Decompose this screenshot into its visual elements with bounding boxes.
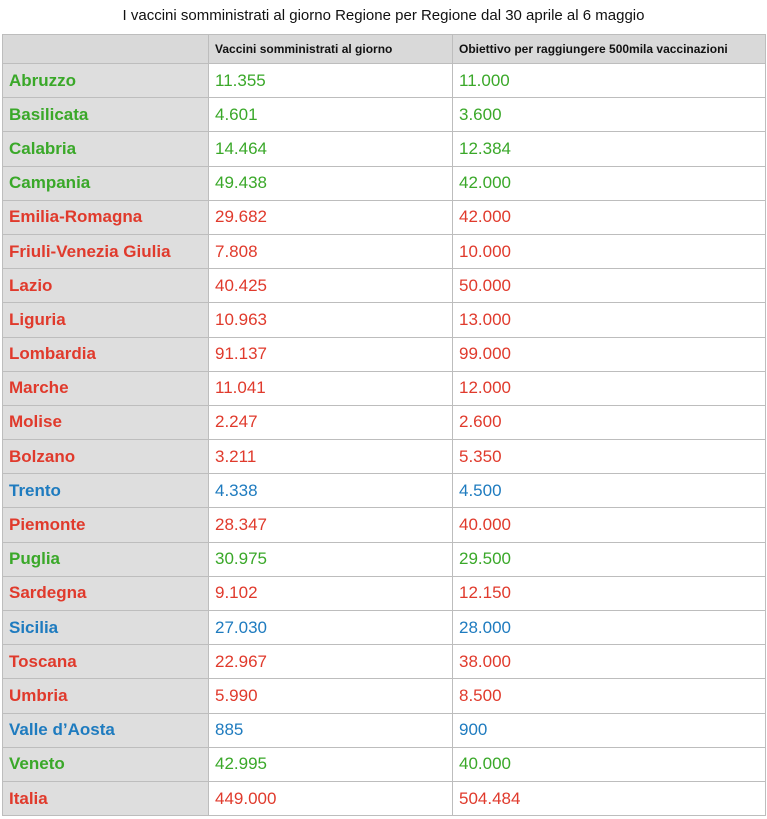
administered-cell: 4.601: [209, 98, 453, 132]
target-cell: 29.500: [453, 542, 766, 576]
header-region: [3, 35, 209, 64]
region-cell: Lazio: [3, 269, 209, 303]
administered-cell: 4.338: [209, 474, 453, 508]
vaccination-table: [2, 34, 766, 816]
target-cell: 3.600: [453, 98, 766, 132]
table-row: [3, 713, 766, 747]
target-cell: 10.000: [453, 234, 766, 268]
table-row: [3, 200, 766, 234]
target-cell: 504.484: [453, 781, 766, 815]
target-cell: 12.384: [453, 132, 766, 166]
administered-cell: 885: [209, 713, 453, 747]
region-cell: Italia: [3, 781, 209, 815]
administered-cell: 40.425: [209, 269, 453, 303]
region-cell: Friuli-Venezia Giulia: [3, 234, 209, 268]
administered-cell: 27.030: [209, 611, 453, 645]
target-cell: 40.000: [453, 747, 766, 781]
administered-cell: 28.347: [209, 508, 453, 542]
table-row: [3, 337, 766, 371]
target-cell: 12.150: [453, 576, 766, 610]
table-body: [3, 64, 766, 816]
administered-cell: 11.355: [209, 64, 453, 98]
region-cell: Emilia-Romagna: [3, 200, 209, 234]
region-cell: Bolzano: [3, 440, 209, 474]
target-cell: 38.000: [453, 645, 766, 679]
target-cell: 13.000: [453, 303, 766, 337]
header-target: Obiettivo per raggiungere 500mila vaccinazioni: [453, 35, 766, 64]
region-cell: Toscana: [3, 645, 209, 679]
table-row: [3, 645, 766, 679]
table-row: [3, 269, 766, 303]
table-row: [3, 98, 766, 132]
target-cell: 42.000: [453, 166, 766, 200]
region-cell: Puglia: [3, 542, 209, 576]
administered-cell: 9.102: [209, 576, 453, 610]
target-cell: 11.000: [453, 64, 766, 98]
table-row: [3, 576, 766, 610]
target-cell: 42.000: [453, 200, 766, 234]
header-administered: Vaccini somministrati al giorno: [209, 35, 453, 64]
target-cell: 12.000: [453, 371, 766, 405]
table-row: [3, 781, 766, 815]
region-cell: Veneto: [3, 747, 209, 781]
region-cell: Sicilia: [3, 611, 209, 645]
administered-cell: 14.464: [209, 132, 453, 166]
region-cell: Campania: [3, 166, 209, 200]
target-cell: 40.000: [453, 508, 766, 542]
region-cell: Trento: [3, 474, 209, 508]
administered-cell: 91.137: [209, 337, 453, 371]
target-cell: 99.000: [453, 337, 766, 371]
page-title: I vaccini somministrati al giorno Regione per Regione dal 30 aprile al 6 maggio: [122, 7, 645, 24]
table-row: [3, 474, 766, 508]
table-row: [3, 371, 766, 405]
region-cell: Sardegna: [3, 576, 209, 610]
region-cell: Lombardia: [3, 337, 209, 371]
region-cell: Umbria: [3, 679, 209, 713]
administered-cell: 11.041: [209, 371, 453, 405]
table-row: [3, 747, 766, 781]
region-cell: Calabria: [3, 132, 209, 166]
region-cell: Liguria: [3, 303, 209, 337]
administered-cell: 7.808: [209, 234, 453, 268]
table-row: [3, 132, 766, 166]
target-cell: 4.500: [453, 474, 766, 508]
table-header-row: [3, 35, 766, 64]
administered-cell: 5.990: [209, 679, 453, 713]
table-row: [3, 508, 766, 542]
table-row: [3, 679, 766, 713]
table-row: [3, 303, 766, 337]
table-row: [3, 405, 766, 439]
target-cell: 900: [453, 713, 766, 747]
region-cell: Valle d’Aosta: [3, 713, 209, 747]
administered-cell: 449.000: [209, 781, 453, 815]
table-row: [3, 440, 766, 474]
region-cell: Molise: [3, 405, 209, 439]
region-cell: Piemonte: [3, 508, 209, 542]
target-cell: 50.000: [453, 269, 766, 303]
table-row: [3, 542, 766, 576]
target-cell: 8.500: [453, 679, 766, 713]
administered-cell: 22.967: [209, 645, 453, 679]
administered-cell: 2.247: [209, 405, 453, 439]
administered-cell: 49.438: [209, 166, 453, 200]
table-row: [3, 234, 766, 268]
region-cell: Abruzzo: [3, 64, 209, 98]
target-cell: 5.350: [453, 440, 766, 474]
administered-cell: 3.211: [209, 440, 453, 474]
administered-cell: 30.975: [209, 542, 453, 576]
administered-cell: 29.682: [209, 200, 453, 234]
administered-cell: 10.963: [209, 303, 453, 337]
region-cell: Basilicata: [3, 98, 209, 132]
region-cell: Marche: [3, 371, 209, 405]
table-row: [3, 166, 766, 200]
target-cell: 2.600: [453, 405, 766, 439]
target-cell: 28.000: [453, 611, 766, 645]
table-row: [3, 64, 766, 98]
administered-cell: 42.995: [209, 747, 453, 781]
table-row: [3, 611, 766, 645]
